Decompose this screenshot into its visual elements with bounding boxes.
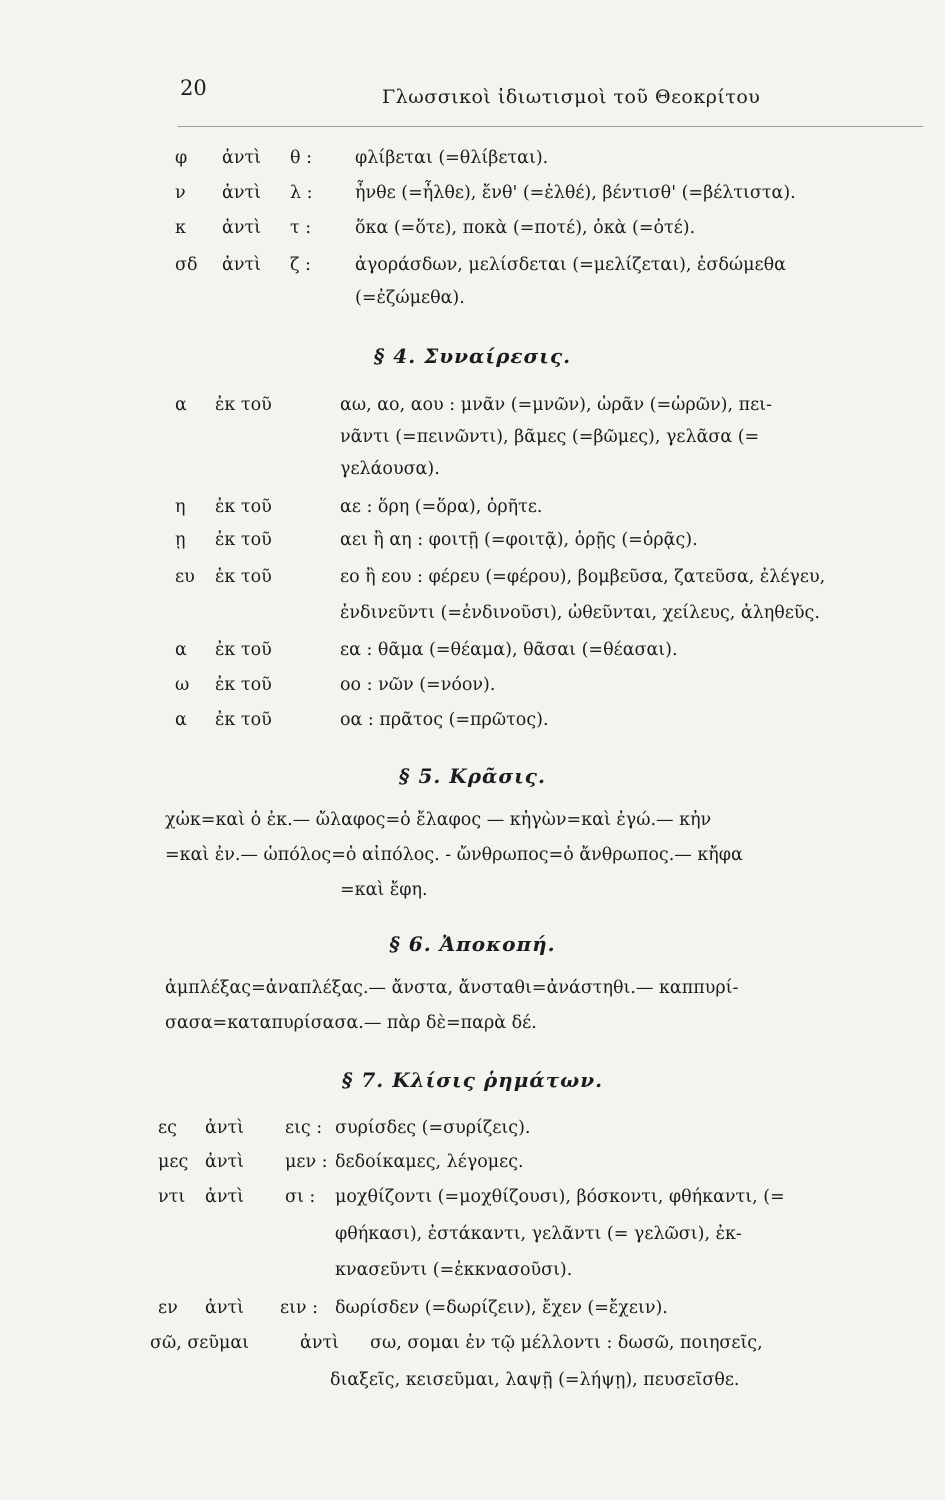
preposition: ἀντὶ — [222, 255, 261, 275]
examples: δωρίσδεν (=δωρίζειν), ἔχεν (=ἔχειν). — [335, 1298, 668, 1318]
ending: μες — [158, 1152, 189, 1172]
section-heading: § 4. Συναίρεσις. — [373, 344, 572, 368]
examples: οα : πρᾶτος (=πρῶτος). — [340, 710, 549, 730]
examples: εο ἢ εου : φέρευ (=φέρου), βομβεῦσα, ζατεῦσα, ἐλέγευ, — [340, 567, 826, 587]
source-letter: θ : — [290, 148, 312, 168]
letter: ν — [175, 183, 186, 203]
letter: φ — [175, 148, 188, 168]
letter: η — [175, 497, 186, 517]
preposition: ἀντὶ — [222, 183, 261, 203]
examples: συρίσδες (=συρίζεις). — [335, 1118, 531, 1138]
examples: σω, σομαι ἐν τῷ μέλλοντι : δωσῶ, ποιησεῖς, — [370, 1333, 763, 1353]
preposition: ἐκ τοῦ — [215, 710, 272, 730]
ending: ες — [158, 1118, 177, 1138]
ending: ντι — [158, 1187, 186, 1207]
letter: α — [175, 710, 187, 730]
section-heading: § 7. Κλίσις ῥημάτων. — [341, 1068, 604, 1092]
examples: αει ἢ αη : φοιτῇ (=φοιτᾷ), ὁρῇς (=ὁρᾷς). — [340, 530, 698, 550]
crasis-line: =καὶ ἔφη. — [340, 880, 428, 900]
letter: ευ — [175, 567, 195, 587]
examples: δεδοίκαμες, λέγομες. — [335, 1152, 524, 1172]
header-rule — [178, 126, 923, 127]
crasis-line: χὠκ=καὶ ὁ ἐκ.— ὤλαφος=ὁ ἔλαφος — κἠγὼν=καὶ ἐγώ.— κἠν — [165, 810, 712, 830]
preposition: ἀντὶ — [300, 1333, 339, 1353]
examples-continued: νᾶντι (=πεινῶντι), βᾶμες (=βῶμες), γελᾶσα (= — [340, 427, 760, 447]
source-letter: λ : — [290, 183, 313, 203]
standard-ending: ειν : — [280, 1298, 319, 1318]
preposition: ἐκ τοῦ — [215, 530, 272, 550]
examples: αε : ὅρη (=ὅρα), ὁρῆτε. — [340, 497, 543, 517]
source-letter: τ : — [290, 218, 312, 238]
examples: ὅκα (=ὅτε), ποκὰ (=ποτέ), ὀκὰ (=ὀτέ). — [355, 218, 696, 238]
examples: ἀγοράσδων, μελίσδεται (=μελίζεται), ἐσδώμεθα — [355, 255, 786, 275]
apocope-line: σασα=καταπυρίσασα.— πὰρ δὲ=παρὰ δέ. — [165, 1013, 537, 1033]
letter: σδ — [175, 255, 198, 275]
preposition: ἀντὶ — [205, 1298, 244, 1318]
examples: εα : θᾶμα (=θέαμα), θᾶσαι (=θέασαι). — [340, 640, 678, 660]
preposition: ἀντὶ — [205, 1118, 244, 1138]
letter: α — [175, 395, 187, 415]
preposition: ἀντὶ — [205, 1152, 244, 1172]
letter: ῃ — [175, 530, 186, 550]
standard-ending: μεν : — [285, 1152, 328, 1172]
section-heading: § 6. Ἀποκοπή. — [389, 932, 556, 956]
preposition: ἀντὶ — [222, 218, 261, 238]
letter: κ — [175, 218, 186, 238]
examples: μοχθίζοντι (=μοχθίζουσι), βόσκοντι, φθήκαντι, (= — [335, 1187, 785, 1207]
examples: φλίβεται (=θλίβεται). — [355, 148, 549, 168]
examples-continued: διαξεῖς, κεισεῦμαι, λαψῇ (=λήψῃ), πευσεῖσθε. — [330, 1370, 740, 1390]
preposition: ἐκ τοῦ — [215, 497, 272, 517]
preposition: ἐκ τοῦ — [215, 675, 272, 695]
apocope-line: ἀμπλέξας=ἀναπλέξας.— ἄνστα, ἄνσταθι=ἀνάστηθι.— καππυρί- — [165, 978, 739, 998]
standard-ending: εις : — [285, 1118, 323, 1138]
preposition: ἐκ τοῦ — [215, 567, 272, 587]
running-head: Γλωσσικοὶ ἰδιωτισμοὶ τοῦ Θεοκρίτου — [382, 86, 761, 108]
preposition: ἐκ τοῦ — [215, 640, 272, 660]
section-heading: § 5. Κρᾶσις. — [399, 764, 546, 788]
preposition: ἀντὶ — [222, 148, 261, 168]
crasis-line: =καὶ ἐν.— ὡπόλος=ὁ αἰπόλος. - ὤνθρωπος=ὁ ἄνθρωπος.— κἤφα — [165, 845, 743, 865]
letter: α — [175, 640, 187, 660]
examples: ἦνθε (=ἦλθε), ἔνθ' (=ἐλθέ), βέντισθ' (=βέλτιστα). — [355, 183, 796, 203]
examples-continued: (=ἐζώμεθα). — [355, 288, 465, 308]
ending: εν — [158, 1298, 178, 1318]
source-letter: ζ : — [290, 255, 311, 275]
page-number: 20 — [180, 76, 207, 100]
preposition: ἀντὶ — [205, 1187, 244, 1207]
examples: οο : νῶν (=νόον). — [340, 675, 496, 695]
examples-continued: ἐνδινεῦντι (=ἐνδινοῦσι), ὠθεῦνται, χείλευς, ἀληθεῦς. — [340, 603, 820, 623]
ending: σῶ, σεῦμαι — [150, 1333, 250, 1353]
standard-ending: σι : — [285, 1187, 316, 1207]
preposition: ἐκ τοῦ — [215, 395, 272, 415]
examples-continued: γελάουσα). — [340, 459, 440, 479]
examples: αω, αο, αου : μνᾶν (=μνῶν), ὡρᾶν (=ὡρῶν), πει- — [340, 395, 772, 415]
examples-continued: κνασεῦντι (=ἐκκνασοῦσι). — [335, 1260, 573, 1280]
examples-continued: φθήκασι), ἐστάκαντι, γελᾶντι (= γελῶσι), ἐκ- — [335, 1224, 742, 1244]
letter: ω — [175, 675, 190, 695]
